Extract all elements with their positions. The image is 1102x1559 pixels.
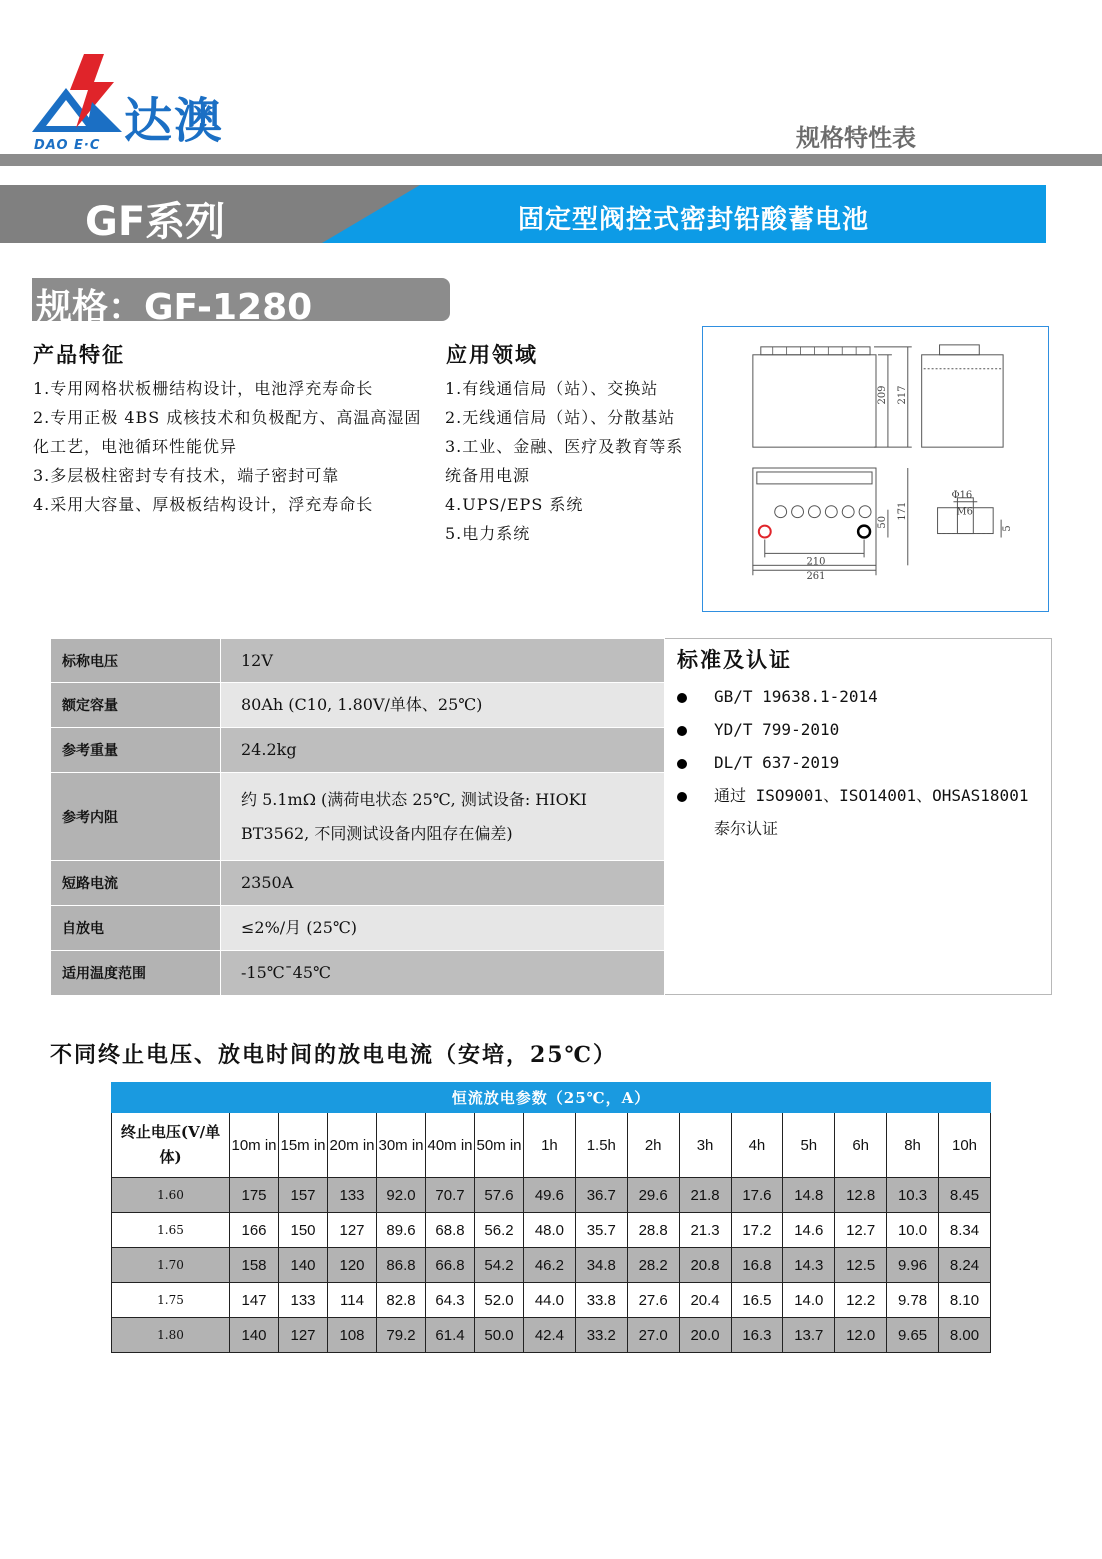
terminal-dia-label: Φ16 [951,489,973,501]
table-row [112,1213,991,1248]
spec-key: 标称电压 [51,639,221,683]
current-cell: 82.8 [377,1283,426,1318]
end-voltage-cell: 1.60 [112,1178,230,1213]
current-cell: 68.8 [426,1213,475,1248]
current-cell: 36.7 [575,1178,627,1213]
discharge-body [112,1178,991,1353]
spec-value: 24.2kg [221,728,665,773]
current-cell: 29.6 [627,1178,679,1213]
time-header: 2h [627,1113,679,1178]
width-total-label: 261 [806,571,826,583]
current-cell: 140 [279,1248,328,1283]
current-cell: 133 [328,1178,377,1213]
current-cell: 8.34 [939,1213,991,1248]
standards-heading: 标准及认证 [677,647,792,672]
terminal-height-label: 50 [876,515,888,529]
discharge-table [111,1082,991,1353]
dimension-drawing [702,326,1049,612]
spec-key: 参考内阻 [51,773,221,861]
width-inner-label: 210 [806,556,826,568]
time-header: 15m in [279,1113,328,1178]
product-type: 固定型阀控式密封铅酸蓄电池 [518,205,870,235]
current-cell: 147 [230,1283,279,1318]
feature-item: 1.专用网格状板栅结构设计，电池浮充寿命长 [33,379,374,398]
current-cell: 8.00 [939,1318,991,1353]
current-cell: 70.7 [426,1178,475,1213]
current-cell: 140 [230,1318,279,1353]
current-cell: 79.2 [377,1318,426,1353]
spec-row [51,861,665,906]
current-cell: 108 [328,1318,377,1353]
current-cell: 34.8 [575,1248,627,1283]
end-voltage-cell: 1.80 [112,1318,230,1353]
table-row [112,1318,991,1353]
current-cell: 8.10 [939,1283,991,1318]
current-cell: 46.2 [524,1248,576,1283]
corner-header: 终止电压(V/单体) [112,1113,230,1178]
current-cell: 92.0 [377,1178,426,1213]
features-heading: 产品特征 [33,342,125,367]
time-header: 20m in [328,1113,377,1178]
spec-row [51,639,665,683]
thread-depth-label: 5 [1002,525,1014,532]
time-header: 8h [887,1113,939,1178]
current-cell: 14.8 [783,1178,835,1213]
feature-item: 4.采用大容量、厚极板结构设计，浮充寿命长 [33,495,374,514]
current-cell: 12.5 [835,1248,887,1283]
current-cell: 57.6 [475,1178,524,1213]
discharge-title: 不同终止电压、放电时间的放电电流（安培，25℃） [50,1042,617,1068]
current-cell: 158 [230,1248,279,1283]
standard-item: YD/T 799-2010 [677,713,1047,746]
current-cell: 12.0 [835,1318,887,1353]
current-cell: 14.6 [783,1213,835,1248]
depth-label: 171 [896,501,908,521]
applications-heading: 应用领域 [446,342,538,367]
current-cell: 35.7 [575,1213,627,1248]
current-cell: 54.2 [475,1248,524,1283]
current-cell: 61.4 [426,1318,475,1353]
standards-list [677,680,1047,845]
current-cell: 33.8 [575,1283,627,1318]
current-cell: 166 [230,1213,279,1248]
current-cell: 16.3 [731,1318,783,1353]
current-cell: 133 [279,1283,328,1318]
header-rule [0,154,1102,166]
spec-row [51,906,665,951]
current-cell: 20.0 [679,1318,731,1353]
current-cell: 9.65 [887,1318,939,1353]
spec-key: 短路电流 [51,861,221,906]
spec-row [51,773,665,861]
end-voltage-cell: 1.65 [112,1213,230,1248]
current-cell: 12.7 [835,1213,887,1248]
current-cell: 33.2 [575,1318,627,1353]
current-cell: 127 [279,1318,328,1353]
time-header: 6h [835,1113,887,1178]
spec-row [51,683,665,728]
application-item: 1.有线通信局（站）、交换站 [445,379,659,398]
current-cell: 12.2 [835,1283,887,1318]
spec-key: 参考重量 [51,728,221,773]
application-item: 3.工业、金融、医疗及教育等系统备用电源 [445,437,684,485]
table-row [112,1178,991,1213]
current-cell: 127 [328,1213,377,1248]
current-cell: 49.6 [524,1178,576,1213]
time-header: 30m in [377,1113,426,1178]
current-cell: 64.3 [426,1283,475,1318]
spec-value: ≤2%/月 (25℃) [221,906,665,951]
current-cell: 56.2 [475,1213,524,1248]
time-header: 10m in [230,1113,279,1178]
current-cell: 52.0 [475,1283,524,1318]
current-cell: 9.96 [887,1248,939,1283]
bullet-icon [677,693,687,703]
spec-value: 12V [221,639,665,683]
current-cell: 17.2 [731,1213,783,1248]
time-header: 40m in [426,1113,475,1178]
time-header: 5h [783,1113,835,1178]
spec-value: 80Ah (C10, 1.80V/单体、25℃) [221,683,665,728]
current-cell: 48.0 [524,1213,576,1248]
discharge-caption: 恒流放电参数（25℃，A） [112,1083,991,1113]
current-cell: 42.4 [524,1318,576,1353]
current-cell: 16.5 [731,1283,783,1318]
top-view-body [753,468,876,568]
bullet-icon [677,759,687,769]
discharge-header-row [112,1113,991,1178]
application-item: 2.无线通信局（站）、分散基站 [445,408,676,427]
time-header: 3h [679,1113,731,1178]
current-cell: 27.0 [627,1318,679,1353]
application-item: 4.UPS/EPS 系统 [445,495,584,514]
height-inner-label: 209 [876,385,888,405]
current-cell: 20.8 [679,1248,731,1283]
current-cell: 175 [230,1178,279,1213]
current-cell: 20.4 [679,1283,731,1318]
time-header: 1h [524,1113,576,1178]
current-cell: 8.24 [939,1248,991,1283]
current-cell: 27.6 [627,1283,679,1318]
bullet-icon [677,726,687,736]
current-cell: 8.45 [939,1178,991,1213]
standard-item: 通过 ISO9001、ISO14001、OHSAS18001 泰尔认证 [677,779,1047,845]
application-item: 5.电力系统 [445,524,531,543]
current-cell: 157 [279,1178,328,1213]
series-name: GF系列 [85,199,226,245]
current-cell: 114 [328,1283,377,1318]
applications-list [445,374,695,548]
time-header: 4h [731,1113,783,1178]
logo-chinese-name: 达澳 [124,93,225,149]
front-view-body [753,355,876,447]
current-cell: 120 [328,1248,377,1283]
current-cell: 50.0 [475,1318,524,1353]
current-cell: 28.8 [627,1213,679,1248]
time-header: 10h [939,1113,991,1178]
feature-item: 3.多层极柱密封专有技术，端子密封可靠 [33,466,340,485]
spec-key: 自放电 [51,906,221,951]
current-cell: 17.6 [731,1178,783,1213]
logo-english-name: DAO E·C [34,138,101,153]
feature-item: 2.专用正极 4BS 成核技术和负极配方、高温高湿固化工艺，电池循环性能优异 [33,408,422,456]
bullet-icon [677,792,687,802]
spec-value: 约 5.1mΩ (满荷电状态 25℃, 测试设备: HIOKI BT3562, 不同测试设备内阻存在偏差) [221,773,665,861]
thread-label: M6 [956,506,973,518]
current-cell: 86.8 [377,1248,426,1283]
current-cell: 10.0 [887,1213,939,1248]
time-header: 1.5h [575,1113,627,1178]
spec-value: -15℃¯45℃ [221,951,665,996]
negative-terminal [858,526,870,538]
current-cell: 9.78 [887,1283,939,1318]
current-cell: 10.3 [887,1178,939,1213]
current-cell: 14.3 [783,1248,835,1283]
standard-item: DL/T 637-2019 [677,746,1047,779]
current-cell: 12.8 [835,1178,887,1213]
features-list [33,374,431,519]
current-cell: 13.7 [783,1318,835,1353]
spec-key: 额定容量 [51,683,221,728]
spec-key: 适用温度范围 [51,951,221,996]
positive-terminal [759,526,771,538]
end-voltage-cell: 1.75 [112,1283,230,1318]
current-cell: 21.3 [679,1213,731,1248]
standard-item: GB/T 19638.1-2014 [677,680,1047,713]
current-cell: 16.8 [731,1248,783,1283]
current-cell: 44.0 [524,1283,576,1318]
document-type: 规格特性表 [796,124,916,152]
current-cell: 66.8 [426,1248,475,1283]
current-cell: 28.2 [627,1248,679,1283]
end-voltage-cell: 1.70 [112,1248,230,1283]
table-row [112,1283,991,1318]
current-cell: 89.6 [377,1213,426,1248]
current-cell: 21.8 [679,1178,731,1213]
spec-table [50,638,665,996]
side-view-body [922,355,1003,447]
current-cell: 150 [279,1213,328,1248]
table-row [112,1248,991,1283]
current-cell: 14.0 [783,1283,835,1318]
spec-model-title: 规格：GF-1280 [36,287,313,328]
time-header: 50m in [475,1113,524,1178]
height-total-label: 217 [896,385,908,405]
spec-value: 2350A [221,861,665,906]
spec-row [51,951,665,996]
spec-row [51,728,665,773]
